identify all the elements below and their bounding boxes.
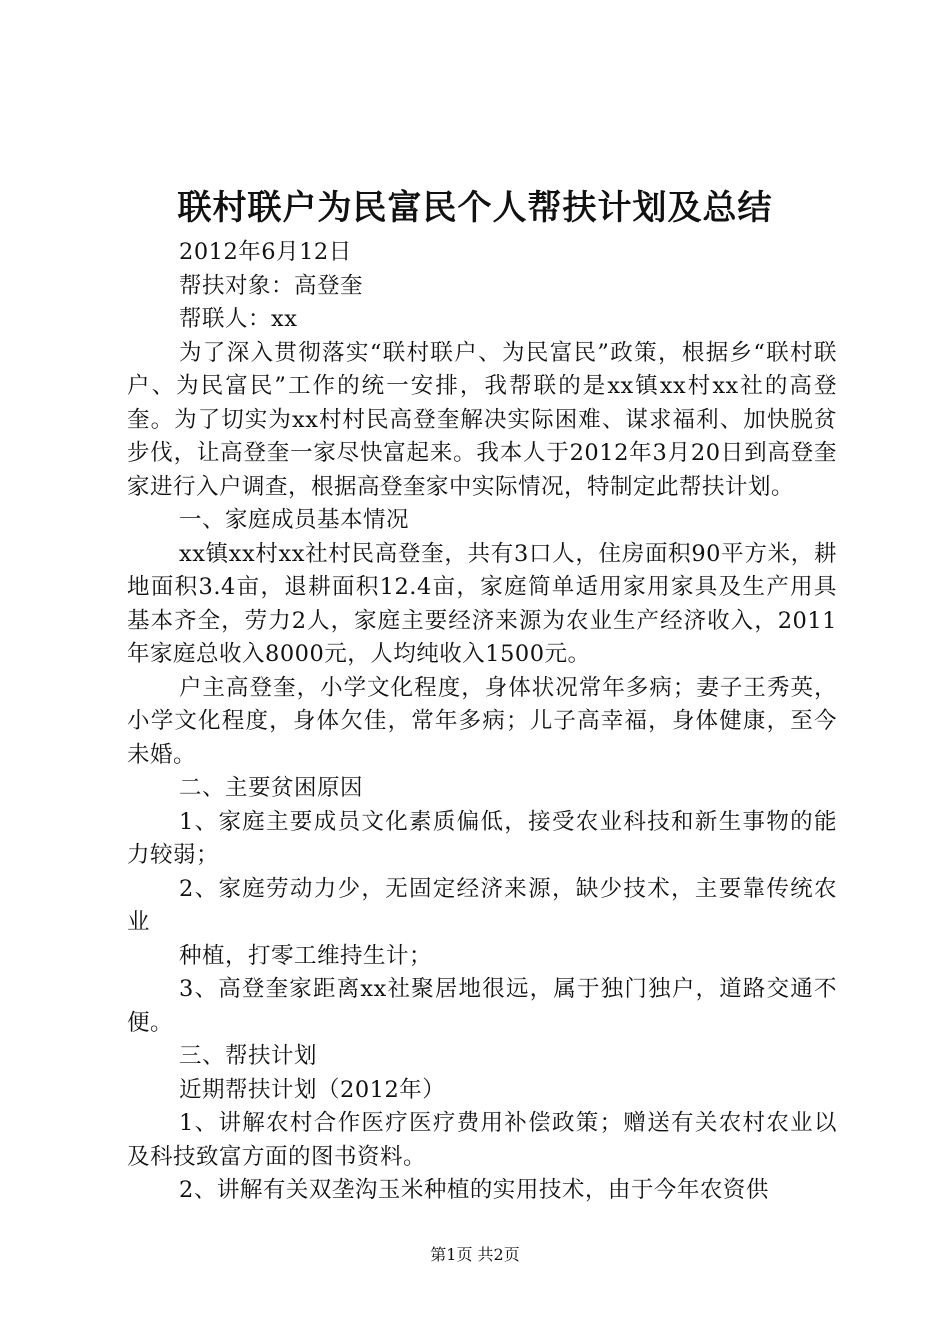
document-body xyxy=(127,236,837,1208)
document-title: 联村联户为民富民个人帮扶计划及总结 xyxy=(177,188,773,228)
page-footer: 第1页 共2页 xyxy=(430,1245,520,1264)
plan-item-1: 1、讲解农村合作医疗医疗费用补偿政策；赠送有关农村农业以及科技致富方面的图书资料。 xyxy=(127,1110,837,1170)
family-basic-paragraph: xx镇xx村xx社村民高登奎，共有3口人，住房面积90平方米，耕地面积3.4亩，退耕面积12.4亩，家庭简单适用家用家具及生产用具基本齐全，劳力2人，家庭主要经济来源为农业生产经济收入，2011年家庭总收入8000元，人均纯收入1500元。 xyxy=(127,540,837,667)
section-heading-2: 二、主要贫困原因 xyxy=(179,775,364,801)
section-heading-3: 三、帮扶计划 xyxy=(179,1043,318,1069)
assist-target-line: 帮扶对象：高登奎 xyxy=(179,272,364,299)
poverty-reason-3: 3、高登奎家距离xx社聚居地很远，属于独门独户，道路交通不便。 xyxy=(127,976,837,1036)
poverty-reason-2-cont: 种植，打零工维持生计； xyxy=(179,942,433,969)
family-members-paragraph: 户主高登奎，小学文化程度，身体状况常年多病；妻子王秀英，小学文化程度，身体欠佳，常年多病；儿子高幸福，身体健康，至今未婚。 xyxy=(127,674,837,768)
intro-paragraph: 为了深入贯彻落实“联村联户、为民富民”政策，根据乡“联村联户、为民富民”工作的统一安排，我帮联的是xx镇xx村xx社的高登奎。为了切实为xx村村民高登奎解决实际困难、谋求福利、加快脱贫步伐，让高登奎一家尽快富起来。我本人于2012年3月20日到高登奎家进行入户调查，根据高登奎家中实际情况，特制定此帮扶计划。 xyxy=(127,339,837,500)
poverty-reason-2: 2、家庭劳动力少，无固定经济来源，缺少技术，主要靠传统农业 xyxy=(127,875,837,935)
section-heading-1: 一、家庭成员基本情况 xyxy=(179,507,410,533)
plan-item-2: 2、讲解有关双垄沟玉米种植的实用技术，由于今年农资供 xyxy=(179,1177,769,1203)
poverty-reason-1: 1、家庭主要成员文化素质偏低，接受农业科技和新生事物的能力较弱； xyxy=(127,808,837,868)
near-term-plan-heading: 近期帮扶计划（2012年） xyxy=(179,1076,446,1103)
date-line: 2012年6月12日 xyxy=(179,239,352,265)
helper-line: 帮联人：xx xyxy=(179,306,298,332)
